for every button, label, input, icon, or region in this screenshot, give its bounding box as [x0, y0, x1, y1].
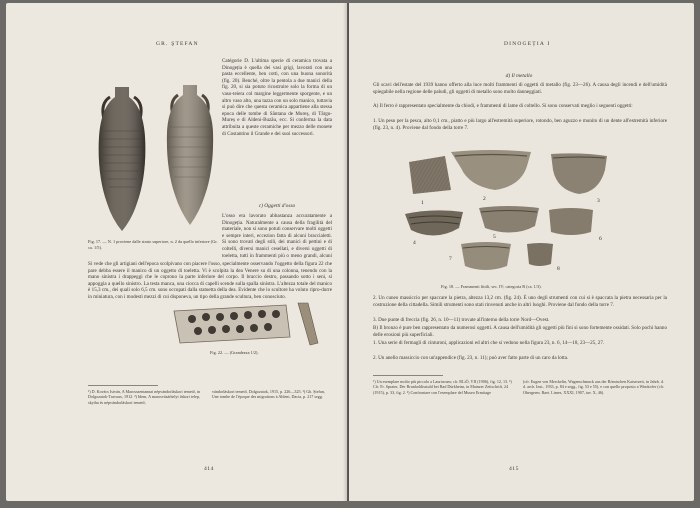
sherd-6 [549, 208, 593, 235]
figure-18-pottery-fragments [401, 146, 663, 280]
running-head-left: GR. ŞTEFAN [156, 41, 199, 47]
fig-number-4: 4 [413, 240, 416, 246]
heading-metal: d) Il metallo [505, 73, 533, 79]
paragraph-bone-objects: L'osso era lavorato abbastanza accuratamente a Dinogeția. Naturalmente a causa della fragilità del materiale, non si sono potuti conservare molti oggetti e sempre interi, eccezion fatta di alcuni braccialetti. Si sono trovati degli stili, dei manici di pettini e di coltelli, diversi manici cesellati, e diversi oggetti di toeletta, tutti in frammenti più o meno grandi, alcuni [222, 213, 332, 259]
paragraph-iron-item-3: 3. Due punte di freccia (fig. 26, n. 10—11) trovate all'interno della torre Nord—Ovest. [373, 317, 550, 323]
sherd-1 [409, 156, 451, 194]
figure-17-amphorae [88, 81, 222, 241]
paragraph-iron: A) Il ferro è rappresentato specialmente da chiodi, e frammenti di lame di coltello. Si sono conservati meglio i seguenti oggetti: [373, 103, 633, 109]
sherd-4 [405, 210, 463, 235]
sherd-8 [527, 243, 553, 266]
figure-22-bone-handle [168, 297, 324, 349]
footnotes-right-col1: ¹) Un esemplare molto più piccolo a Lauriacum; cfr. RLiÖ, VII (1906), fig. 12, 13. ²) Cfr. Fr. Sprater, Der Brunholdisstuhl bei Bad Dürkheim, in Mainzer Zeitschrift, 24 (1915), p. 33, fig. 2. ³) Confrontare con l'esemplare del Museo Ermitage [373, 379, 512, 395]
fig-22-caption: Fig. 22. — (Grandezza 1/2). [210, 350, 259, 355]
footnote-rule-left [88, 385, 158, 386]
sherd-3 [551, 153, 607, 194]
paragraph-category-d: Catégorie D. L'ultima specie di ceramica trovata a Dinogeția è quella dei vasi grigi, lavorati con una pasta eccellente, ben cotti, con una buona sonorità (fig. 20). Benché, oltre la pentola a due manici della fig. 20, si sia potuto ricostruire solo la forma di un vaso-teiera col margine leggermente sporgente, e un altro vaso alto, una tazza con un solo manico, tuttavia si può dire che questa ceramica appartiene alla stessa epoca delle tombe di Sântana de Mureș, di Târgu-Mureș e di Aldeni-Buzău, ecc. Si conferma la data attribuita a queste ceramiche per mezzo delle monete di Costantino il Grande e dei suoi successori. [222, 58, 332, 137]
fig-number-3: 3 [597, 198, 600, 204]
footnotes-right-col2: (cfr. Eugen von Merckelin, Wagenschmuck aus der Römischen Kaiserzeit, in Jahrb. d. d. arch. Inst., 1933, p. 84 e segg., fig. 53 e 55), e con quello proposto a Windorfer (cfr. Obergerm. Raet. Limes, XXXI, 1907, tav. X, 46). [523, 379, 665, 395]
footnotes-left-col2: vándorláskori temető, Dolgozatok, 1915, p. 226—325. ³) Gh. Ștefan, Une tombe de l'époque des migrations à Aldeni, Dacia, p. 217 segg. [212, 389, 325, 400]
fig-number-2: 2 [483, 196, 486, 202]
paragraph-bronze: B) Il bronzo è pure ben rappresentato da numerosi oggetti. A causa dell'umidità gli oggetti più fini si sono fortemente ossidati. Solo pochi hanno delle erosioni più superficiali. [373, 325, 667, 338]
page-number-left: 414 [204, 466, 214, 472]
sherd-7 [461, 242, 511, 270]
fig-18-caption: Fig. 18. — Frammenti fittili, sec. IV; categoria B (ca. 1/3). [441, 284, 542, 289]
paragraph-metal-intro: Gli scavi dell'estate del 1939 hanno offerto alla luce molti frammenti di oggetti di metallo (fig. 23—26). A causa degli incendi e dell'umidità spiegabile nella regione delle paludi, gli oggetti di metallo sono molto danneggiati. [373, 82, 667, 95]
paragraph-bronze-item-1: 1. Una serie di fermagli di cinturoni, applicazioni ed altri che si vedono nella figura 23, n. 6, 14—18, 23—25, 27. [373, 340, 605, 346]
fig-number-8: 8 [557, 266, 560, 272]
sherd-2 [451, 150, 531, 190]
fig-17-caption: Fig. 17. — N. 1 proviene dalle strato superiore, n. 2 da quello inferiore (Gr. ca. 1/5). [88, 239, 218, 250]
fig-number-6: 6 [599, 236, 602, 242]
fig-number-1: 1 [421, 200, 424, 206]
left-page [6, 3, 347, 501]
paragraph-iron-item-1: 1. Un peso per la pesca, alto 0,1 cm., piatto e più largo all'estremità superiore, rotondo, ben aguzzo e munito di un dente all'estremità inferiore (fig. 23, n. 4). Proviene dal fondo della torre 7. [373, 118, 667, 131]
running-head-right: DINOGEȚIA I [504, 41, 551, 47]
amphora-2 [167, 85, 213, 225]
fig-number-5: 5 [493, 234, 496, 240]
amphora-1 [99, 87, 146, 231]
right-page [349, 3, 694, 501]
paragraph-iron-item-2: 2. Un cuneo massiccio per spaccare la pietra, altezza 13,2 cm. (fig. 24). È uno degli strumenti con cui si è spaccata la pietra necessaria per la costruzione della cittadella. Simili strumenti sono stati rinvenuti anche in altri luoghi. Proviene dal fondo della torre 7. [373, 295, 667, 308]
book-spread [6, 3, 694, 501]
paragraph-venus-handle: Si vede che gli artigiani dell'epoca scolpivano con piacere l'osso, specialmente osservando l'oggetto della figura 22 che pare debba essere il manico di un oggetto di toeletta. Vi è scolpita la dea Venere su di una colonna, tenendo con la mano sinistra i drappeggi che le coprono la parte inferiore del corpo. Il braccio destro, passando sotto i seni, si appoggia a quello sinistro. La testa manca, una ciocca di capelli scende sulla spalla sinistra. L'altezza totale del manico è 15,3 cm., dei quali solo 6,5 cm. sono occupati dalla statuetta della dea. Evidente che lo scultore ha voluto ripro-durre in miniatura, con i modesti mezzi di cui disponeva, un tipo della grande scultura, ben conosciuto. [88, 261, 332, 300]
page-number-right: 415 [509, 466, 519, 472]
heading-bone-objects: c) Oggetti d'osso [258, 203, 296, 209]
paragraph-bronze-item-2: 2. Un anello massiccio con un'appendice (fig. 23, n. 11); può aver fatto parte di un caro da lotta. [373, 355, 569, 361]
fig-number-7: 7 [449, 256, 452, 262]
footnotes-left-col1: ¹) D. Kovács István, A Marosszentannai népvándorláskori temető, in Dolgozatok-Travaux, 1912. ²) Idem, A marosvásárhelyi őskori telep, skytha és népvándorláskori temető, [88, 389, 201, 405]
sherd-5 [479, 206, 539, 233]
footnote-rule-right [373, 375, 443, 376]
